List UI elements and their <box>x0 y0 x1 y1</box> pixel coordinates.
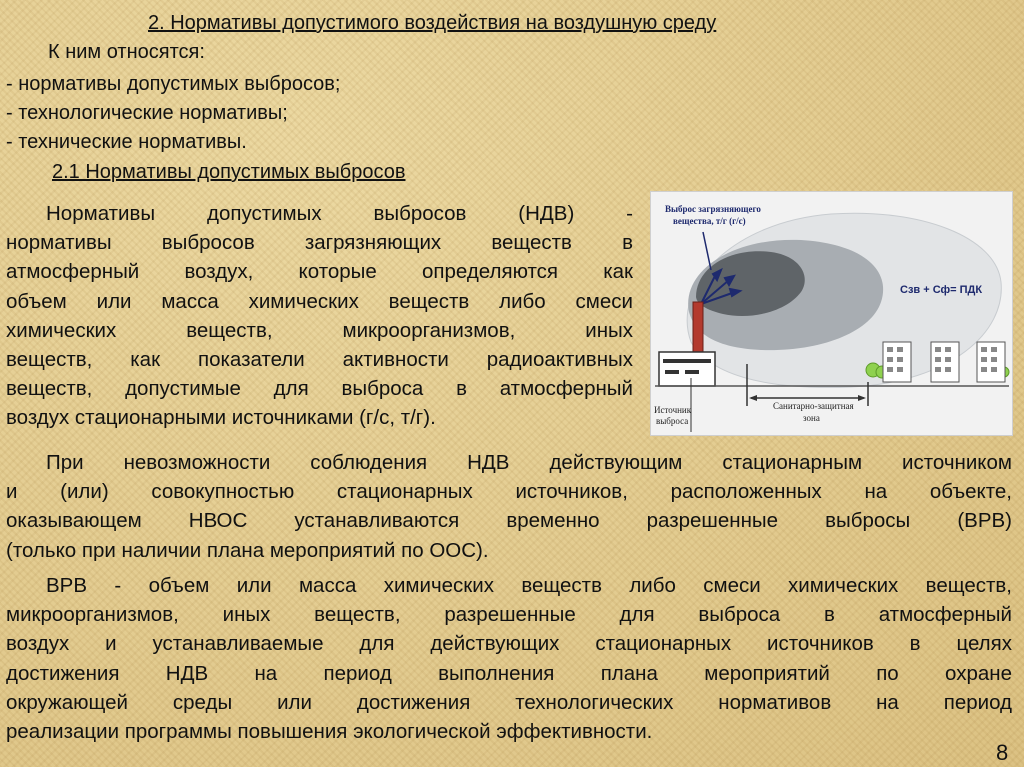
emission-label: Выброс загрязняющего <box>665 204 761 214</box>
paragraph-line: (только при наличии плана мероприятий по ООС). <box>6 538 489 562</box>
emission-diagram <box>650 191 1013 436</box>
paragraph-line: достижения НДВ на период выполнения плана мероприятий по охране <box>6 661 1012 685</box>
vrv-definition-paragraph <box>6 571 1012 746</box>
list-item: - технические нормативы. <box>6 131 247 153</box>
zone-label: зона <box>803 413 820 423</box>
list-item: - технологические нормативы; <box>6 102 288 124</box>
source-label: выброса <box>656 416 689 426</box>
page-number: 8 <box>996 740 1009 765</box>
slide-heading: 2. Нормативы допустимого воздействия на воздушную среду <box>148 12 717 34</box>
paragraph-line: Нормативы допустимых выбросов (НДВ) - <box>46 202 633 225</box>
paragraph-line: веществ, допустимые для выброса в атмосферный <box>6 377 633 401</box>
vrv-paragraph <box>6 448 1012 565</box>
factory-building <box>659 352 715 386</box>
subheading: 2.1 Нормативы допустимых выбросов <box>52 161 406 183</box>
intro-text: К ним относятся: <box>48 41 205 63</box>
paragraph-line: атмосферный воздух, которые определяются как <box>6 260 633 284</box>
paragraph-line: и (или) совокупностью стационарных источников, расположенных на объекте, <box>6 480 1012 504</box>
paragraph-line: химических веществ, микроорганизмов, иных <box>6 318 633 342</box>
emission-label: вещества, т/г (г/с) <box>673 216 746 226</box>
paragraph-line: ВРВ - объем или масса химических веществ либо смеси химических веществ, <box>46 574 1012 597</box>
paragraph-line: окружающей среды или достижения технологических нормативов на период <box>6 690 1012 714</box>
paragraph-line: реализации программы повышения экологической эффективности. <box>6 720 653 744</box>
paragraph-line: объем или масса химических веществ либо смеси <box>6 289 633 313</box>
paragraph-line: При невозможности соблюдения НДВ действующим стационарным источником <box>46 451 1012 474</box>
emission-diagram-svg <box>651 192 1012 435</box>
source-label: Источник <box>654 405 692 415</box>
ndv-paragraph <box>6 199 633 433</box>
list-item: - нормативы допустимых выбросов; <box>6 73 341 95</box>
zone-label: Санитарно-защитная <box>773 401 854 411</box>
paragraph-line: воздух стационарными источниками (г/с, т/г). <box>6 406 436 430</box>
paragraph-line: микроорганизмов, иных веществ, разрешенные для выброса в атмосферный <box>6 603 1012 627</box>
formula-label: Сзв + Сф= ПДК <box>900 284 983 296</box>
paragraph-line: оказывающем НВОС устанавливаются временно разрешенные выбросы (ВРВ) <box>6 509 1012 533</box>
paragraph-line: веществ, как показатели активности радиоактивных <box>6 348 633 372</box>
paragraph-line: нормативы выбросов загрязняющих веществ в <box>6 231 633 255</box>
paragraph-line: воздух и устанавливаемые для действующих стационарных источников в целях <box>6 632 1012 656</box>
